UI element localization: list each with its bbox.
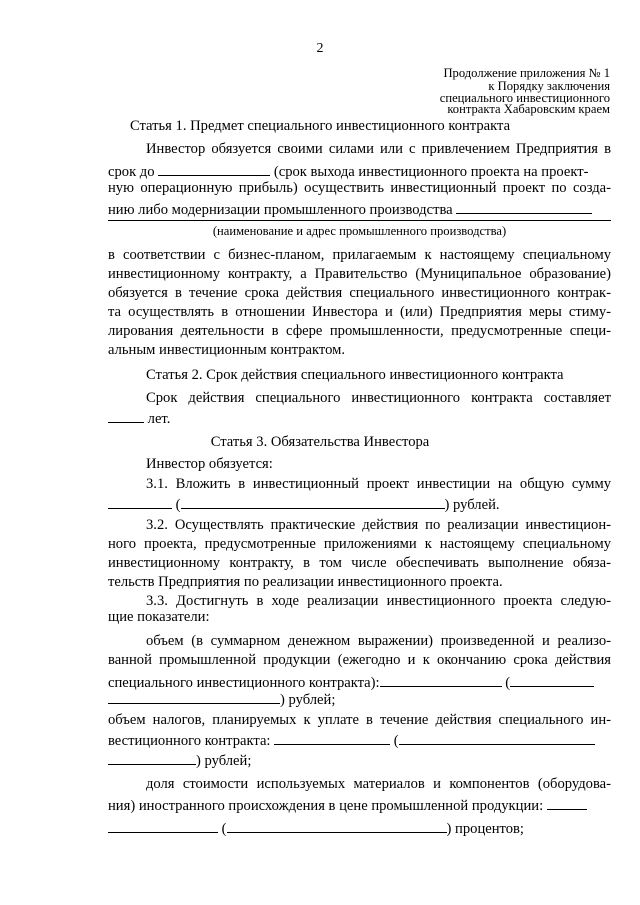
body-text: ния) иностранного происхождения в цене промышленной продукции: [108, 798, 544, 814]
body-text: специального инвестиционного контракта): [108, 675, 380, 691]
body-line: объем налогов, планируемых к уплате в течение действия специального ин- [108, 712, 611, 728]
body-line: тельств Предприятия по реализации инвестиционного проекта. [108, 574, 503, 590]
open-paren: ( [393, 733, 399, 749]
body-line: ную операционную прибыль) осуществить инвестиционный проект по созда- [108, 180, 611, 196]
body-line-with-blank [108, 408, 170, 428]
body-text: ) рублей; [280, 692, 336, 708]
body-text: ) процентов; [446, 821, 524, 837]
body-line: щие показатели: [108, 609, 210, 625]
taxes-words-blank-cont [108, 750, 196, 765]
body-line: 3.1. Вложить в инвестиционный проект инвестиции на общую сумму [146, 476, 611, 492]
header-note-line: специального инвестиционного [439, 91, 610, 105]
production-name-blank [456, 199, 592, 214]
body-line: объем (в суммарном денежном выражении) произведенной и реализо- [146, 633, 611, 649]
body-line-with-blank [108, 494, 500, 514]
body-text: ) рублей; [196, 753, 252, 769]
production-address-rule [108, 220, 611, 221]
article-1-title: Статья 1. Предмет специального инвестиционного контракта [129, 118, 511, 134]
body-line: доля стоимости используемых материалов и компонентов (оборудова- [146, 776, 611, 792]
header-note-line: контракта Хабаровским краем [447, 102, 610, 116]
body-line-with-blank [108, 199, 592, 219]
article-2-title: Статья 2. Срок действия специального инвестиционного контракта [146, 367, 564, 383]
body-text: лет. [147, 411, 171, 427]
header-note-line: Продолжение приложения № 1 [443, 66, 610, 80]
date-blank [158, 161, 270, 176]
open-paren: ( [221, 821, 227, 837]
body-line: ного проекта, предусмотренные приложениями к настоящему специальному [108, 536, 611, 552]
volume-digits-blank [380, 672, 502, 687]
body-line: та осуществлять в отношении Инвестора и (или) Предприятия меры стиму- [108, 304, 611, 320]
body-line: инвестиционному контракту, а Правительство (Муниципальное образование) [108, 266, 611, 282]
body-line-with-blank [108, 730, 595, 750]
body-line: Инвестор обязуется своими силами или с привлечением Предприятия в [146, 141, 611, 157]
taxes-words-blank [399, 730, 595, 745]
body-text: ) рублей. [444, 497, 500, 513]
body-text: вестиционного контракта: [108, 733, 271, 749]
body-line-with-blank [108, 750, 251, 770]
body-line: обязуется в течение срока действия специального инвестиционного контрак- [108, 285, 611, 301]
share-words-blank [227, 818, 447, 833]
body-line: альным инвестиционным контрактом. [108, 342, 345, 358]
open-paren: ( [505, 675, 511, 691]
body-line: ванной промышленной продукции (ежегодно и к окончанию срока действия [108, 652, 611, 668]
body-line: Срок действия специального инвестиционного контракта составляет [146, 390, 611, 406]
body-line: Инвестор обязуется: [146, 456, 273, 472]
volume-words-blank [510, 672, 594, 687]
body-text: нию либо модернизации промышленного производства [108, 202, 453, 218]
field-caption: (наименование и адрес промышленного производства) [212, 224, 507, 238]
header-note-line: к Порядку заключения [488, 79, 610, 93]
volume-words-blank-cont [108, 689, 280, 704]
body-line-with-blank [108, 795, 611, 815]
body-text: срок до [108, 164, 155, 180]
share-blank [547, 795, 587, 810]
years-blank [108, 408, 144, 423]
body-line-with-blank [108, 161, 589, 181]
taxes-digits-blank [274, 730, 390, 745]
body-line: инвестиционному контракту, в том числе обеспечивать выполнение обяза- [108, 555, 611, 571]
body-line-with-blank [108, 818, 524, 838]
body-line: 3.3. Достигнуть в ходе реализации инвестиционного проекта следую- [146, 593, 611, 609]
article-3-title: Статья 3. Обязательства Инвестора [210, 434, 430, 450]
sum-digits-blank [108, 494, 172, 509]
open-paren: ( [175, 497, 181, 513]
body-line-with-blank [108, 689, 335, 709]
sum-words-blank [181, 494, 445, 509]
share-digits-blank [108, 818, 218, 833]
page-number: 2 [316, 41, 324, 56]
body-line: лирования деятельности в сфере промышленности, предусмотренные специ- [108, 323, 611, 339]
body-line: 3.2. Осуществлять практические действия по реализации инвестицион- [146, 517, 611, 533]
body-text: (срок выхода инвестиционного проекта на проект- [273, 164, 589, 180]
body-line: в соответствии с бизнес-планом, прилагаемым к настоящему специальному [108, 247, 611, 263]
